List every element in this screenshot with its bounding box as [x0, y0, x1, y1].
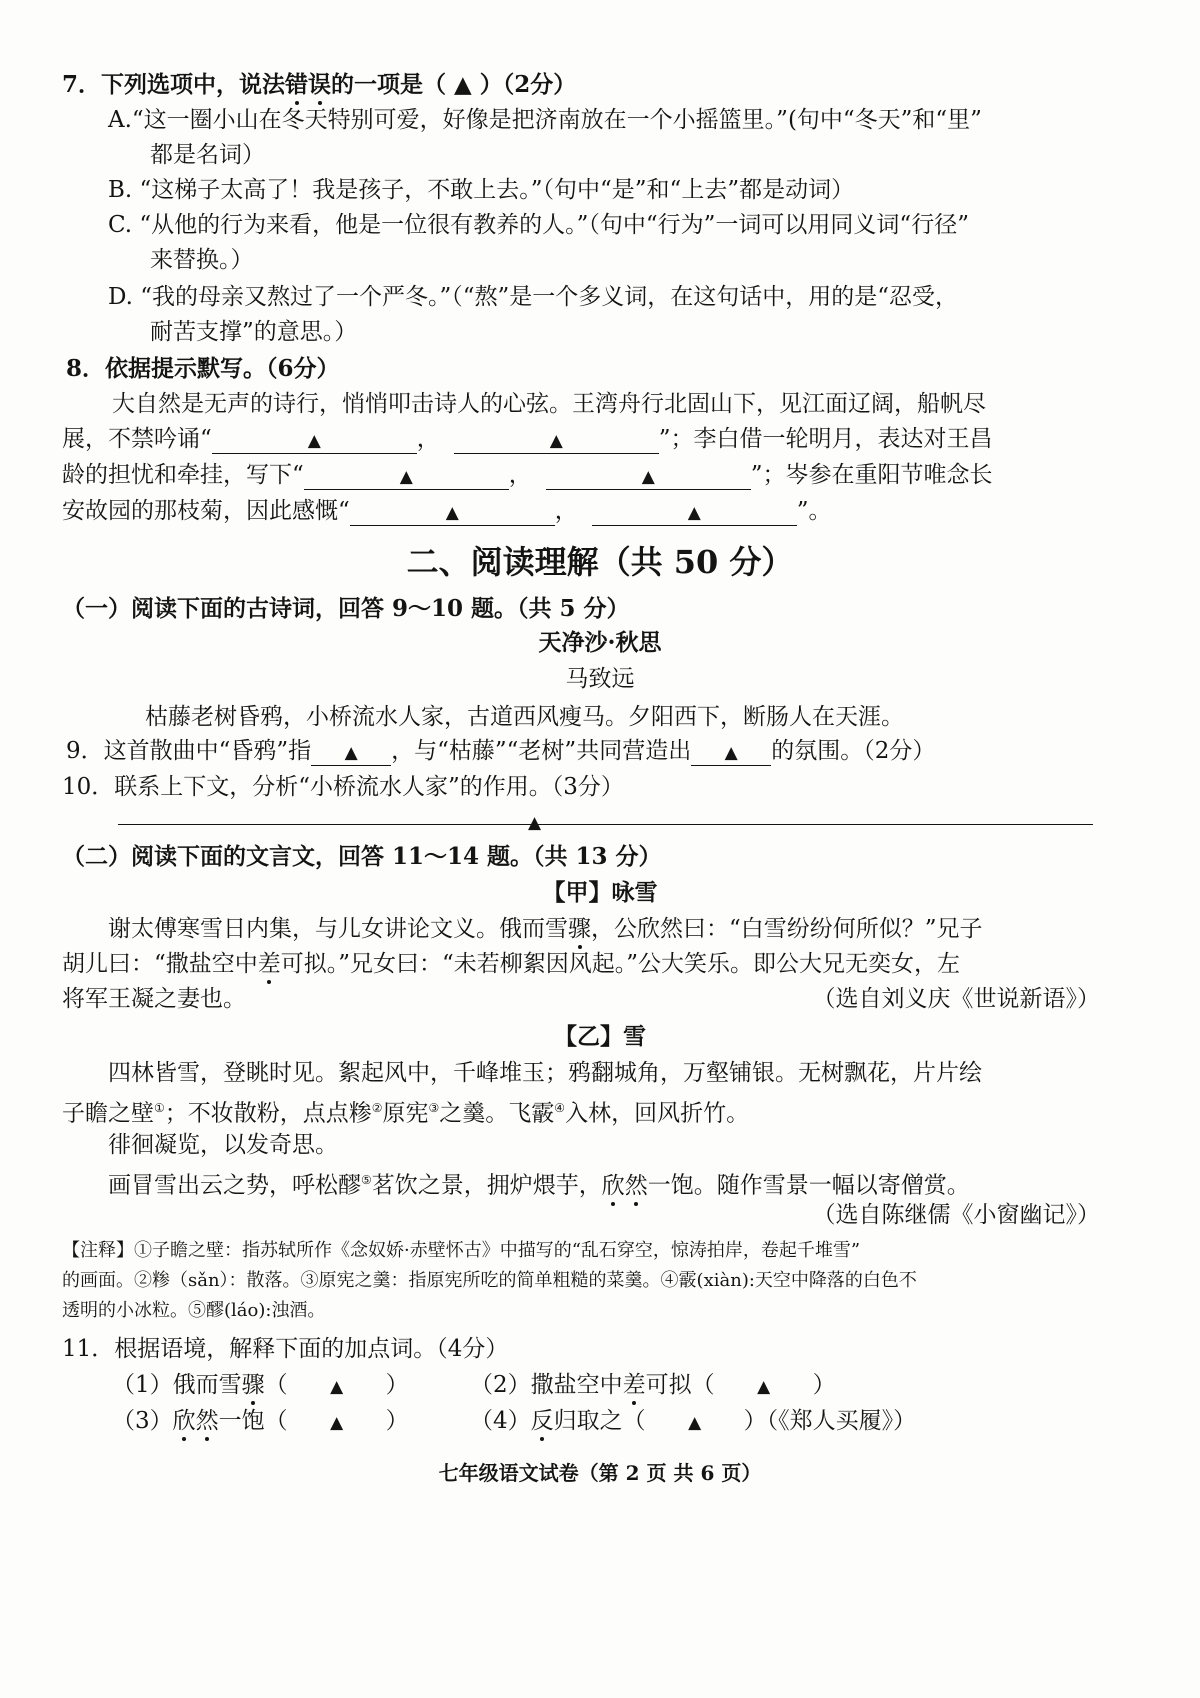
part2-header: （二）阅读下面的文言文，回答 11～14 题。（共 13 分）	[62, 843, 662, 870]
answer-blank[interactable]: ▲	[330, 1377, 344, 1397]
page-footer: 七年级语文试卷（第 2 页 共 6 页）	[438, 1461, 762, 1485]
jia-line-2: 胡儿曰：“撒盐空中差可拟。”兄女曰：“未若柳絮因风起。”公大笑乐。即公大兄无奕女，左	[62, 951, 961, 977]
q7-option-a: A.“这一圈小山在冬天特别可爱，好像是把济南放在一个小摇篮里。”(句中“冬天”和“里”	[108, 107, 982, 133]
q8-line-4: 安故园的那枝菊，因此感慨“ ▲ ， ▲ ”。	[62, 498, 832, 524]
q7-option-d: D. “我的母亲又熬过了一个严冬。”（“熬”是一个多义词，在这句话中，用的是“忍受，	[108, 284, 959, 310]
q11-item-3: （3）欣然一饱（ ▲ ）	[112, 1404, 409, 1440]
q10: 10．联系上下文，分析“小桥流水人家”的作用。（3分）	[62, 774, 624, 800]
answer-line[interactable]	[118, 824, 1093, 825]
jia-title: 【甲】咏雪	[542, 879, 658, 906]
answer-blank[interactable]: ▲	[350, 497, 555, 526]
jia-line-3: 将军王凝之妻也。	[62, 986, 246, 1012]
q8-stem: 8．依据提示默写。（6分）	[66, 355, 340, 382]
q11-item-1: （1）俄而雪骤（ ▲ ）	[112, 1368, 409, 1404]
answer-blank[interactable]: ▲	[691, 737, 771, 766]
notes-line-1: 【注释】①子瞻之壁：指苏轼所作《念奴娇·赤壁怀古》中描写的“乱石穿空，惊涛拍岸，卷起千堆雪”	[62, 1240, 861, 1261]
answer-blank[interactable]: ▲	[546, 461, 751, 490]
answer-blank[interactable]: ▲	[757, 1377, 771, 1397]
q8-line-3: 龄的担忧和牵挂，写下“ ▲ ， ▲ ”；岑参在重阳节唯念长	[62, 462, 993, 488]
yi-line-2: 子瞻之壁①；不妆散粉，点点糁②原宪③之羹。飞霰④入林，回风折竹。	[62, 1100, 750, 1127]
q9: 9．这首散曲中“昏鸦”指 ▲ ，与“枯藤”“老树”共同营造出 ▲ 的氛围。（2分）	[66, 738, 936, 764]
q11-item-4: （4）反归取之（ ▲ ）（《郑人买履》）	[470, 1404, 916, 1440]
jia-source: （选自刘义庆《世说新语》）	[812, 986, 1100, 1012]
poem-body: 枯藤老树昏鸦，小桥流水人家，古道西风瘦马。夕阳西下，断肠人在天涯。	[145, 704, 904, 730]
q7-option-c-cont: 来替换。）	[150, 247, 254, 273]
q11-item-2: （2）撒盐空中差可拟（ ▲ ）	[470, 1368, 836, 1404]
jia-line-1: 谢太傅寒雪日内集，与儿女讲论文义。俄而雪骤，公欣然曰：“白雪纷纷何所似？”兄子	[108, 916, 983, 942]
yi-line-4: 画冒雪出云之势，呼松醪⑤茗饮之景，拥炉煨芋，欣然一饱。随作雪景一幅以寄僧赏。	[108, 1172, 970, 1199]
q7-option-a-cont: 都是名词）	[150, 142, 265, 168]
answer-blank[interactable]: ▲	[454, 425, 659, 454]
answer-blank[interactable]: ▲	[592, 497, 797, 526]
part1-header: （一）阅读下面的古诗词，回答 9～10 题。（共 5 分）	[62, 595, 630, 622]
yi-source: （选自陈继儒《小窗幽记》）	[812, 1202, 1100, 1228]
q7-option-c: C. “从他的行为来看，他是一位很有教养的人。”（句中“行为”一词可以用同义词“行径”	[108, 212, 969, 238]
q8-line-2: 展，不禁吟诵“ ▲ ， ▲ ”；李白借一轮明月，表达对王昌	[62, 426, 993, 452]
answer-blank[interactable]: ▲	[212, 425, 417, 454]
poem-title: 天净沙·秋思	[538, 629, 662, 656]
answer-blank[interactable]: ▲	[330, 1413, 344, 1433]
answer-mark: ▲	[528, 813, 542, 833]
section-title: 二、阅读理解（共 50 分）	[406, 543, 794, 581]
q7-option-d-cont: 耐苦支撑”的意思。）	[150, 319, 358, 345]
q11-stem: 11．根据语境，解释下面的加点词。（4分）	[62, 1336, 509, 1362]
yi-line-3: 徘徊凝览，以发奇思。	[108, 1132, 338, 1158]
q8-line-1: 大自然是无声的诗行，悄悄叩击诗人的心弦。王湾舟行北固山下，见江面辽阔，船帆尽	[112, 391, 986, 417]
yi-title: 【乙】雪	[554, 1023, 646, 1050]
answer-blank[interactable]: ▲	[311, 737, 391, 766]
answer-blank[interactable]: ▲	[688, 1413, 702, 1433]
answer-blank[interactable]: ▲	[304, 461, 509, 490]
yi-line-1: 四林皆雪，登眺时见。絮起风中，千峰堆玉；鸦翻城角，万壑铺银。无树飘花，片片绘	[108, 1060, 982, 1086]
q7-option-b: B. “这梯子太高了！我是孩子，不敢上去。”（句中“是”和“上去”都是动词）	[108, 177, 855, 203]
notes-line-2: 的画面。②糁（sǎn）：散落。③原宪之羹：指原宪所吃的简单粗糙的菜羹。④霰(xiàn):天空中降落的白色不	[62, 1270, 917, 1291]
q7-stem: 7．下列选项中，说法错误的一项是（ ▲ ）（2分）	[62, 71, 577, 98]
notes-line-3: 透明的小冰粒。⑤醪(láo):浊酒。	[62, 1300, 326, 1321]
poem-author: 马致远	[565, 666, 635, 692]
